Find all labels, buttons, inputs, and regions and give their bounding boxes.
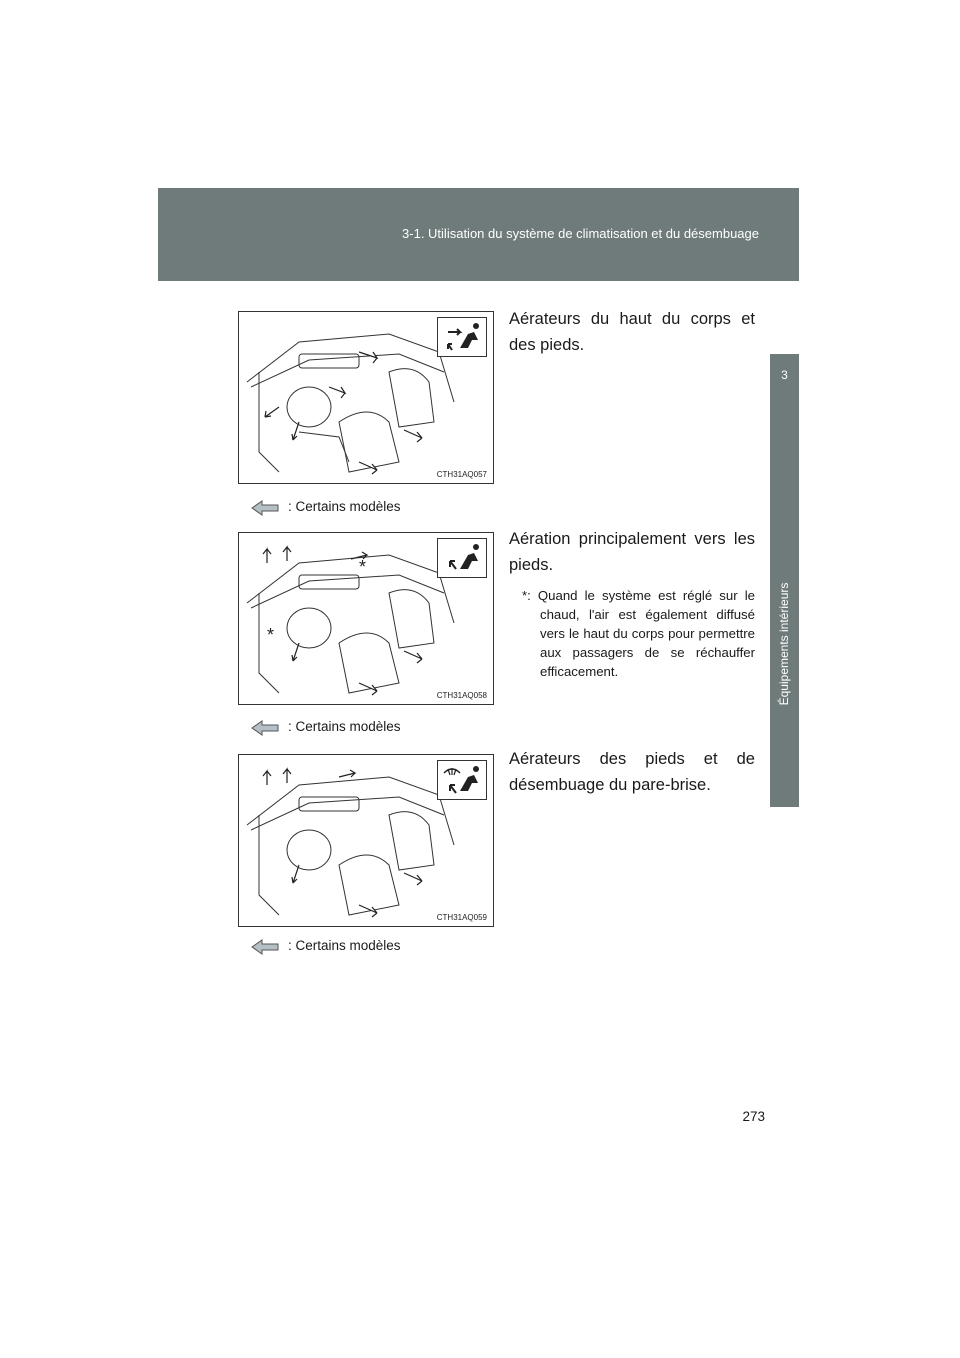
feet-and-defrost-vent-icon xyxy=(437,760,487,800)
description-feet: Aération principalement vers les pieds. xyxy=(509,530,755,574)
section-title: 3-1. Utilisation du système de climatisation et du désembuage xyxy=(402,226,759,241)
figure-code: CTH31AQ058 xyxy=(436,691,487,700)
figure-code: CTH31AQ057 xyxy=(436,470,487,479)
footnote-heating: *: Quand le système est réglé sur le chaud, l'air est également diffusé vers le haut du corps pour permettre aux passagers de se réchauffer efficacement. xyxy=(522,588,755,679)
legend-arrow-icon xyxy=(250,938,280,956)
figure-feet xyxy=(238,532,494,705)
legend-arrow-icon xyxy=(250,499,280,517)
face-and-feet-vent-icon xyxy=(437,317,487,357)
svg-text:*: * xyxy=(267,625,275,645)
header-band xyxy=(158,188,799,281)
page-number: 273 xyxy=(742,1109,765,1124)
description-face-and-feet: Aérateurs du haut du corps et des pieds. xyxy=(509,310,755,354)
legend-text: : Certains modèles xyxy=(288,499,401,514)
legend-text: : Certains modèles xyxy=(288,938,401,953)
figure-feet-and-defrost xyxy=(238,754,494,927)
svg-text:*: * xyxy=(359,557,367,577)
figure-face-and-feet xyxy=(238,311,494,484)
figure-code: CTH31AQ059 xyxy=(436,913,487,922)
feet-vent-icon xyxy=(437,538,487,578)
chapter-side-tab xyxy=(770,354,799,807)
legend-arrow-icon xyxy=(250,719,280,737)
chapter-label: Équipements intérieurs xyxy=(777,582,791,706)
chapter-number: 3 xyxy=(781,368,788,382)
legend-text: : Certains modèles xyxy=(288,719,401,734)
description-feet-and-defrost: Aérateurs des pieds et de désembuage du pare-brise. xyxy=(509,750,755,794)
